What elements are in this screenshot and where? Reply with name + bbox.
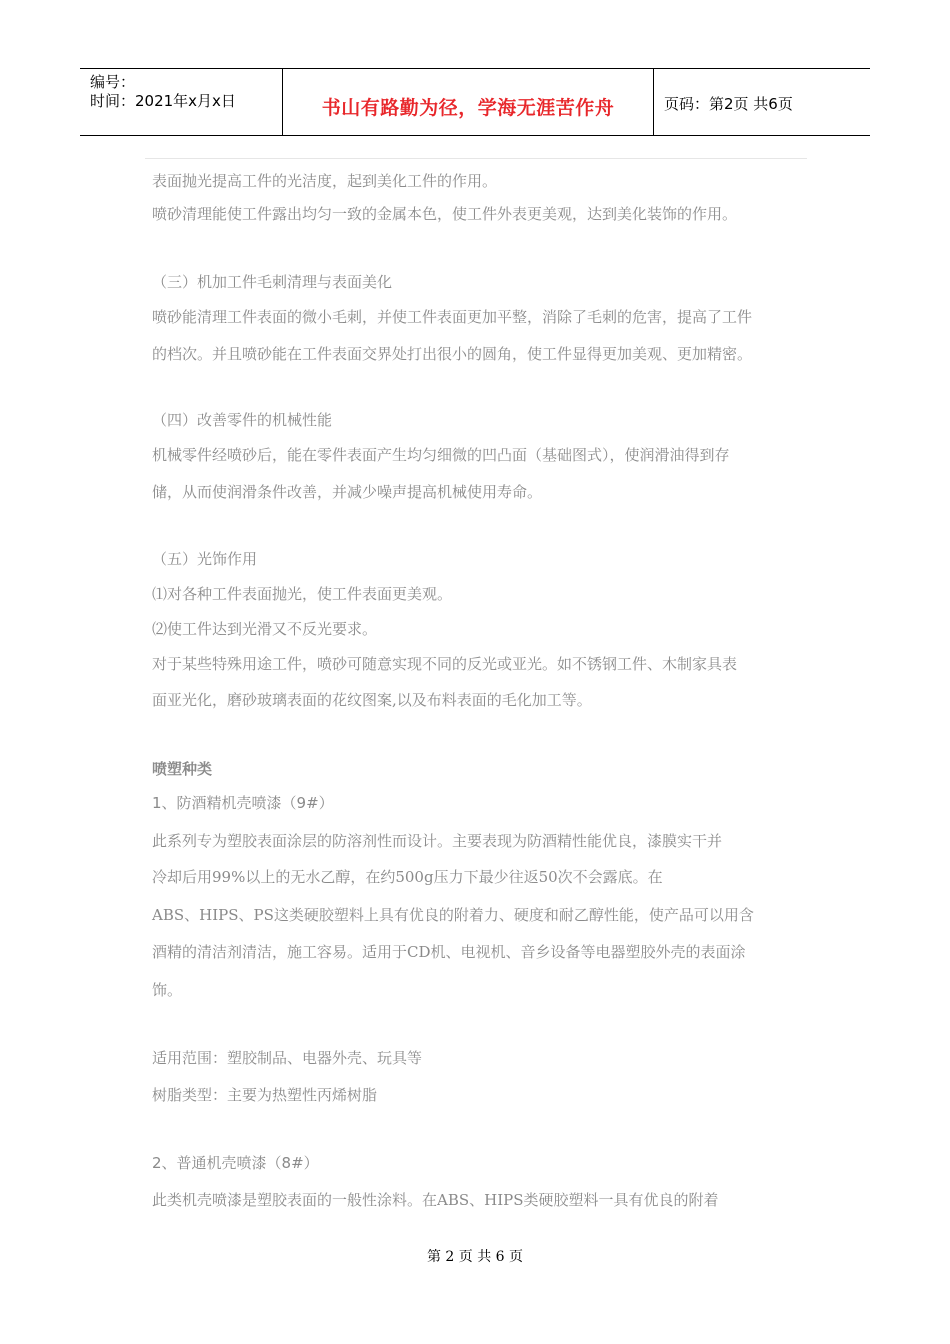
body-line: 机械零件经喷砂后，能在零件表面产生均匀细微的凹凸面（基础图式），使润滑油得到存 [152, 446, 730, 464]
body-line: 喷砂能清理工件表面的微小毛刺，并使工件表面更加平整，消除了毛刺的危害，提高了工件 [152, 308, 753, 326]
body-line: 此类机壳喷漆是塑胶表面的一般性涂料。在ABS、HIPS类硬胶塑料一具有优良的附着 [152, 1191, 719, 1209]
body-line: 冷却后用99%以上的无水乙醇，在约500g压力下最少往返50次不会露底。在 [152, 868, 663, 886]
body-line: 树脂类型：主要为热塑性丙烯树脂 [152, 1086, 378, 1104]
header-center-cell [282, 69, 654, 135]
header-page-number: 页码：第2页 共6页 [664, 95, 793, 113]
body-line: 此系列专为塑胶表面涂层的防溶剂性而设计。主要表现为防酒精性能优良，漆膜实干并 [152, 832, 723, 850]
body-line: 饰。 [152, 981, 183, 999]
list-item: ⑵使工件达到光滑又不反光要求。 [152, 620, 378, 638]
header-motto: 书山有路勤为径，学海无涯苦作舟 [321, 97, 615, 119]
body-line: 喷砂清理能使工件露出均匀一致的金属本色，使工件外表更美观，达到美化装饰的作用。 [152, 205, 738, 223]
section-heading: （四）改善零件的机械性能 [152, 411, 333, 429]
body-line: ABS、HIPS、PS这类硬胶塑料上具有优良的附着力、硬度和耐乙醇性能，使产品可以用含 [152, 906, 754, 924]
header-divider [145, 158, 807, 159]
body-line: 对于某些特殊用途工件，喷砂可随意实现不同的反光或亚光。如不锈钢工件、木制家具表 [152, 655, 738, 673]
document-date-label: 时间：2021年x月x日 [90, 92, 236, 110]
page-footer: 第 2 页 共 6 页 [426, 1249, 524, 1265]
header-right-cell [654, 69, 870, 135]
header-left-cell [80, 69, 282, 135]
body-line: 酒精的清洁剂清洁，施工容易。适用于CD机、电视机、音乡设备等电器塑胶外壳的表面涂 [152, 943, 746, 961]
list-item: ⑴对各种工件表面抛光，使工件表面更美观。 [152, 585, 453, 603]
body-line: 的档次。并且喷砂能在工件表面交界处打出很小的圆角，使工件显得更加美观、更加精密。 [152, 345, 753, 363]
subsection-heading: 1、防酒精机壳喷漆（9#） [152, 794, 334, 812]
document-number-label: 编号： [90, 73, 136, 91]
section-heading: （五）光饰作用 [152, 550, 258, 568]
body-line: 表面抛光提高工件的光洁度，起到美化工件的作用。 [152, 172, 498, 190]
subsection-heading: 2、普通机壳喷漆（8#） [152, 1154, 319, 1172]
body-line: 适用范围：塑胶制品、电器外壳、玩具等 [152, 1049, 423, 1067]
section-heading: （三）机加工件毛刺清理与表面美化 [152, 273, 393, 291]
body-line: 储，从而使润滑条件改善，并减少噪声提高机械使用寿命。 [152, 483, 543, 501]
section-title: 喷塑种类 [152, 760, 213, 778]
body-line: 面亚光化，磨砂玻璃表面的花纹图案,以及布料表面的毛化加工等。 [152, 691, 592, 709]
document-header [80, 68, 870, 136]
